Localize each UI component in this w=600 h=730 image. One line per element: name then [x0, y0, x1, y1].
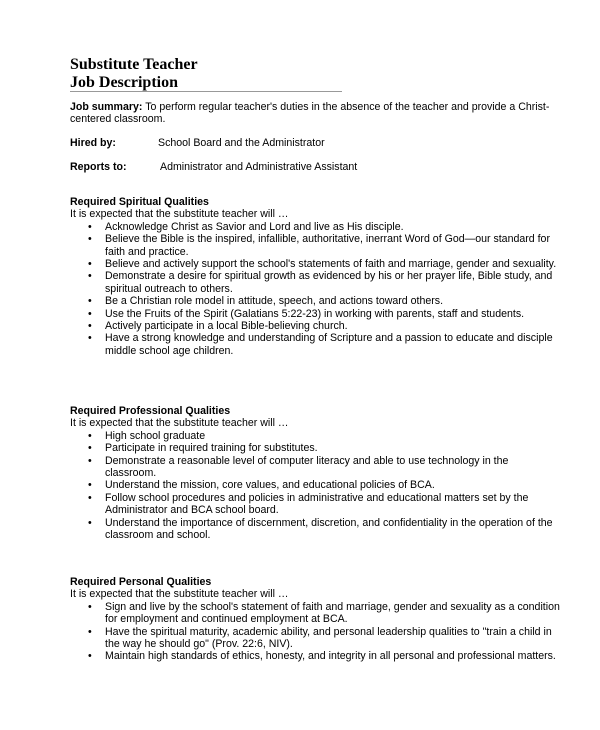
job-summary [70, 101, 550, 126]
section-heading: Required Professional Qualities [70, 405, 231, 417]
list-item: • Understand the mission, core values, and educational policies of BCA. [70, 479, 560, 491]
list-item: • Follow school procedures and policies in administrative and educational matters set by the Administrator and BCA school board. [70, 492, 560, 517]
list-item: • Acknowledge Christ as Savior and Lord and live as His disciple. [70, 221, 560, 233]
list-item: • Demonstrate a reasonable level of computer literacy and able to use technology in the classroom. [70, 455, 560, 480]
list-item: • Use the Fruits of the Spirit (Galatians 5:22-23) in working with parents, staff and students. [70, 308, 560, 320]
list-item: • Be a Christian role model in attitude, speech, and actions toward others. [70, 295, 560, 307]
hired-by-label: Hired by: [70, 137, 116, 149]
list-item: • Believe the Bible is the inspired, infallible, authoritative, inerrant Word of God—our standard for faith and practice. [70, 233, 560, 258]
section-personal-qualities [70, 576, 560, 663]
section-spiritual-qualities [70, 196, 560, 357]
list-item: • Participate in required training for substitutes. [70, 442, 560, 454]
list-item: • High school graduate [70, 430, 560, 442]
list-item: • Understand the importance of discernment, discretion, and confidentiality in the operation of the classroom and school. [70, 517, 560, 542]
section-professional-qualities [70, 405, 560, 541]
section-heading: Required Personal Qualities [70, 576, 212, 588]
reports-to-value: Administrator and Administrative Assistant [160, 161, 358, 173]
section-intro: It is expected that the substitute teacher will … [70, 588, 289, 601]
title-line-1: Substitute Teacher [70, 56, 198, 73]
hired-by-row [70, 137, 325, 149]
section-intro: It is expected that the substitute teacher will … [70, 417, 289, 430]
section-intro: It is expected that the substitute teacher will … [70, 208, 289, 221]
list-item: • Believe and actively support the school's statements of faith and marriage, gender and sexuality. [70, 258, 560, 270]
bullet-list [70, 601, 560, 663]
list-item: • Have the spiritual maturity, academic ability, and personal leadership qualities to "train a child in the way he should go" (Prov. 22:6, NIV). [70, 626, 560, 651]
bullet-list [70, 221, 560, 357]
bullet-list [70, 430, 560, 542]
title-line-2: Job Description [70, 74, 178, 91]
list-item: • Have a strong knowledge and understanding of Scripture and a passion to educate and disciple middle school age children. [70, 332, 560, 357]
list-item: • Sign and live by the school's statement of faith and marriage, gender and sexuality as a condition for employment and continued employment at BCA. [70, 601, 560, 626]
list-item: • Actively participate in a local Bible-believing church. [70, 320, 560, 332]
title-divider [70, 91, 342, 92]
hired-by-value: School Board and the Administrator [158, 137, 325, 149]
job-summary-label: Job summary: [70, 101, 143, 113]
document-title [70, 56, 350, 92]
reports-to-label: Reports to: [70, 161, 127, 173]
reports-to-row [70, 161, 358, 173]
section-heading: Required Spiritual Qualities [70, 196, 209, 208]
job-summary-text: To perform regular teacher's duties in the absence of the teacher and provide a Christ-centered classroom. [70, 101, 550, 126]
list-item: • Demonstrate a desire for spiritual growth as evidenced by his or her prayer life, Bible study, and spiritual outreach to others. [70, 270, 560, 295]
list-item: • Maintain high standards of ethics, honesty, and integrity in all personal and professional matters. [70, 650, 560, 662]
